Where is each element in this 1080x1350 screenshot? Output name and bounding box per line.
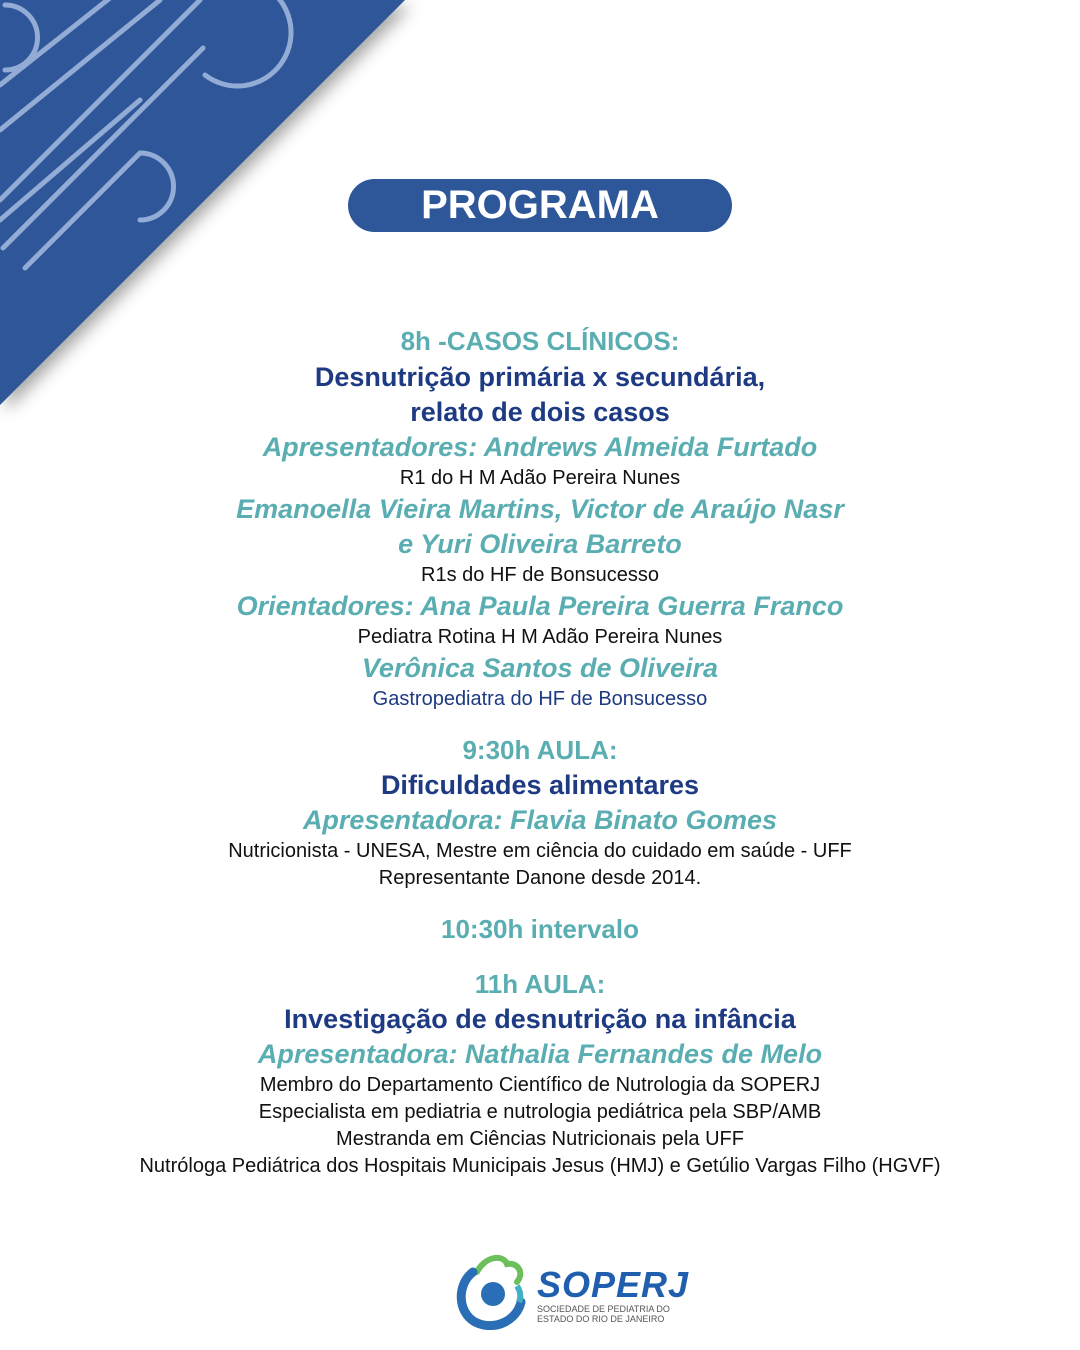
presenter-info: Mestranda em Ciências Nutricionais pela UFF — [336, 1128, 744, 1150]
break-time: 10:30h intervalo — [441, 914, 639, 944]
presenter-info: R1s do HF de Bonsucesso — [421, 564, 659, 586]
presenter-name: Apresentadora: Nathalia Fernandes de Melo — [257, 1039, 823, 1069]
program-title: PROGRAMA — [348, 179, 732, 232]
presenter-name: Apresentadora: Flavia Binato Gomes — [302, 805, 778, 835]
presenter-name: Apresentadores: Andrews Almeida Furtado — [262, 432, 818, 462]
session-time: 9:30h AULA: — [462, 735, 618, 765]
session-time: 11h AULA: — [474, 969, 606, 999]
presenter-info: Representante Danone desde 2014. — [378, 867, 702, 889]
session-title: relato de dois casos — [410, 397, 670, 427]
soperj-logo — [455, 1250, 690, 1335]
presenter-name: Emanoella Vieira Martins, Victor de Araújo Nasr — [236, 494, 844, 524]
logo-subtitle: ESTADO DO RIO DE JANEIRO — [537, 1314, 665, 1324]
session-title: Desnutrição primária x secundária, — [314, 362, 766, 392]
presenter-info: R1 do H M Adão Pereira Nunes — [399, 467, 681, 489]
presenter-info: Nutróloga Pediátrica dos Hospitais Municipais Jesus (HMJ) e Getúlio Vargas Filho (HGVF) — [139, 1155, 941, 1177]
soperj-logo-icon — [455, 1250, 530, 1330]
advisor-name: Verônica Santos de Oliveira — [361, 653, 719, 683]
presenter-info: Nutricionista - UNESA, Mestre em ciência do cuidado em saúde - UFF — [228, 840, 852, 862]
advisor-info: Gastropediatra do HF de Bonsucesso — [372, 688, 708, 710]
advisor-info: Pediatra Rotina H M Adão Pereira Nunes — [357, 626, 723, 648]
presenter-info: Especialista em pediatria e nutrologia pediátrica pela SBP/AMB — [258, 1101, 822, 1123]
logo-name: SOPERJ — [537, 1264, 690, 1305]
logo-subtitle: SOCIEDADE DE PEDIATRIA DO — [537, 1304, 670, 1314]
advisor-name: Orientadores: Ana Paula Pereira Guerra Franco — [236, 591, 844, 621]
session-title: Dificuldades alimentares — [380, 770, 700, 800]
session-title: Investigação de desnutrição na infância — [284, 1004, 796, 1034]
presenter-name: e Yuri Oliveira Barreto — [398, 529, 682, 559]
session-time: 8h -CASOS CLÍNICOS: — [400, 326, 680, 356]
presenter-info: Membro do Departamento Científico de Nutrologia da SOPERJ — [259, 1074, 821, 1096]
